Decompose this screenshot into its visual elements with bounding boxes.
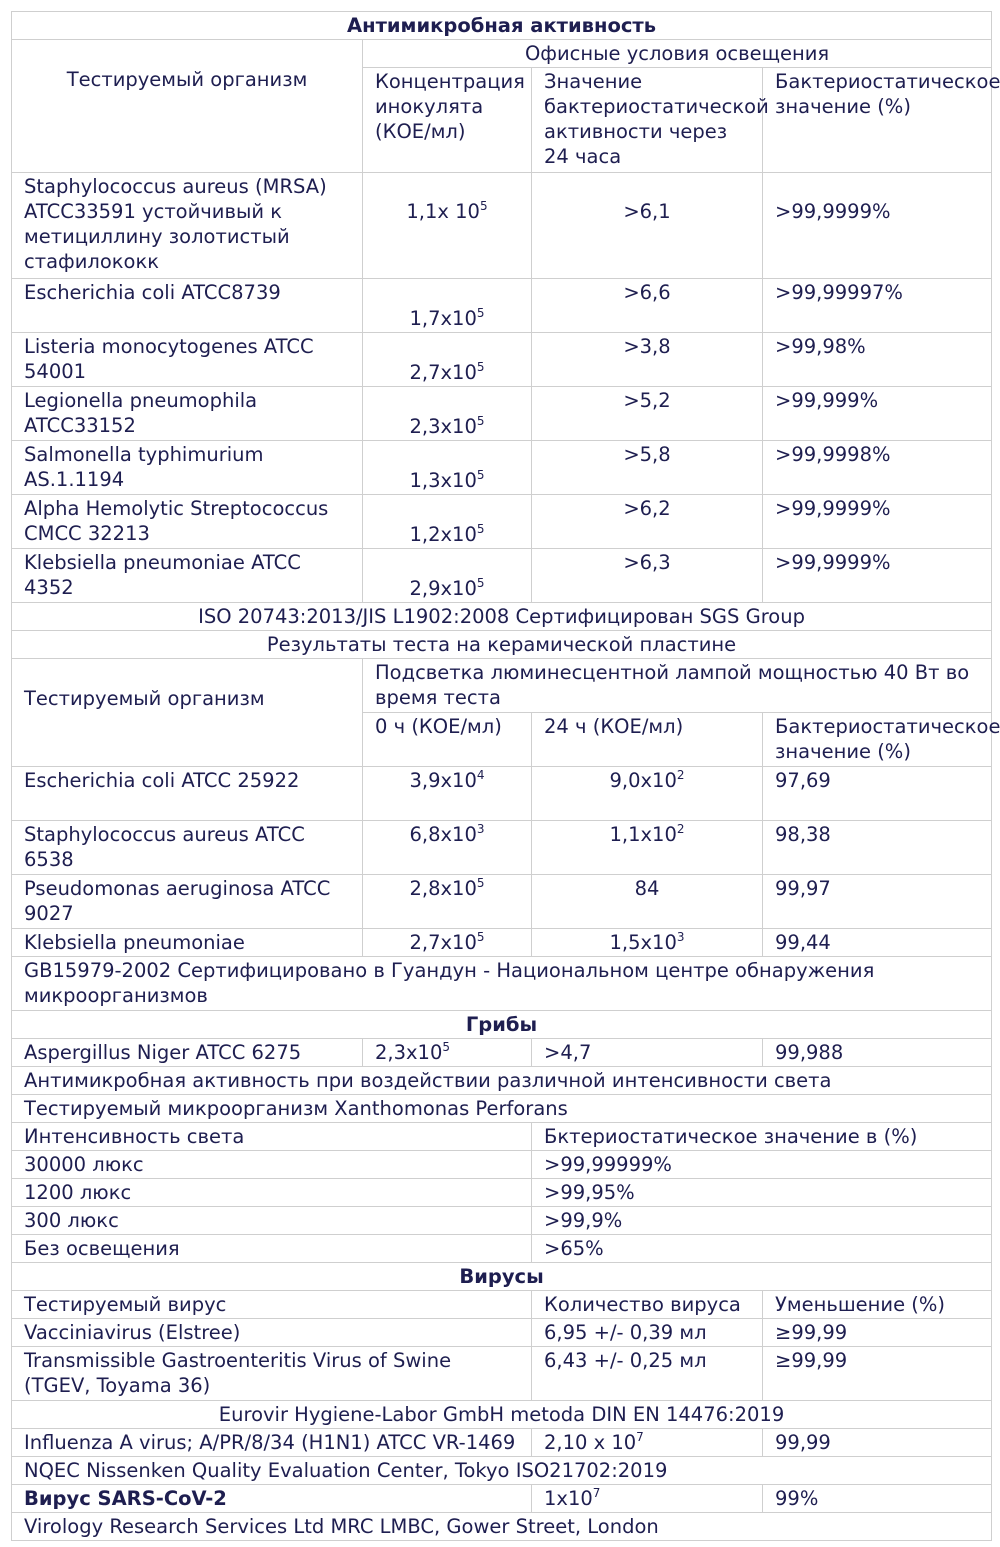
- concentration-cell: $1,7x10^5$: [363, 279, 532, 333]
- activity-cell: >4,7: [532, 1039, 763, 1067]
- percent-header: Бактериостатическое значение (%): [763, 68, 992, 173]
- table-row: [12, 279, 992, 333]
- concentration-cell: $2,3x10^5$: [363, 1039, 532, 1067]
- reduction-header: Уменьшение (%): [763, 1291, 992, 1319]
- activity-cell: >6,2: [532, 495, 763, 549]
- header-row: [12, 40, 992, 68]
- virology-note: Virology Research Services Ltd MRC LMBC, Gower Street, London: [12, 1513, 992, 1541]
- day-cell: $9,0x10^2$: [532, 767, 763, 821]
- section-title-row: [12, 631, 992, 659]
- intensity-cell: 30000 люкс: [12, 1151, 532, 1179]
- amount-cell: 6,43 +/- 0,25 мл: [532, 1347, 763, 1401]
- table-row: [12, 767, 992, 821]
- activity-cell: >3,8: [532, 333, 763, 387]
- certification-row: [12, 1401, 992, 1429]
- reduction-cell: 99%: [763, 1485, 992, 1513]
- percent-cell: 99,988: [763, 1039, 992, 1067]
- value-cell: >99,9%: [532, 1207, 992, 1235]
- certification-row: [12, 1457, 992, 1485]
- activity-cell: >6,3: [532, 549, 763, 603]
- antimicrobial-activity-table: [11, 11, 1000, 1541]
- table-row: [12, 441, 992, 495]
- value-cell: >65%: [532, 1235, 992, 1263]
- percent-header: Бактериостатическое значение (%): [763, 713, 992, 767]
- table-title: Антимикробная активность: [12, 12, 992, 40]
- amount-cell: 6,95 +/- 0,39 мл: [532, 1319, 763, 1347]
- certification-note: GB15979-2002 Сертифицировано в Гуандун - Национальном центре обнаружения микроорганизмов: [12, 957, 992, 1011]
- nqec-note: NQEC Nissenken Quality Evaluation Center, Tokyo ISO21702:2019: [12, 1457, 992, 1485]
- header-row: [12, 659, 992, 713]
- section-title-row: [12, 1263, 992, 1291]
- intensity-header: Интенсивность света: [12, 1123, 532, 1151]
- activity-cell: >6,6: [532, 279, 763, 333]
- value-header: Бктериостатическое значение в (%): [532, 1123, 992, 1151]
- light-organism: Тестируемый микроорганизм Xanthomonas Perforans: [12, 1095, 992, 1123]
- organism-cell: Legionella pneumophila ATCC33152: [12, 387, 363, 441]
- activity-cell: >5,8: [532, 441, 763, 495]
- certification-row: [12, 603, 992, 631]
- table-row: [12, 875, 992, 929]
- percent-cell: 99,97: [763, 875, 992, 929]
- table-row: [12, 1319, 992, 1347]
- virus-cell: Transmissible Gastroenteritis Virus of Swine (TGEV, Toyama 36): [12, 1347, 532, 1401]
- percent-cell: >99,9998%: [763, 441, 992, 495]
- certification-note: ISO 20743:2013/JIS L1902:2008 Сертифицирован SGS Group: [12, 603, 992, 631]
- value-cell: >99,95%: [532, 1179, 992, 1207]
- organism-header: Тестируемый организм: [12, 659, 363, 767]
- table-row: [12, 1207, 992, 1235]
- organism-cell: Klebsiella pneumoniae ATCC 4352: [12, 549, 363, 603]
- table-row: [12, 1235, 992, 1263]
- header-row: [12, 1291, 992, 1319]
- virus-header: Тестируемый вирус: [12, 1291, 532, 1319]
- concentration-cell: 1,1x $10^5$: [363, 173, 532, 279]
- organism-cell: Listeria monocytogenes ATCC 54001: [12, 333, 363, 387]
- header-row: [12, 1123, 992, 1151]
- organism-cell: Alpha Hemolytic Streptococcus CMCC 32213: [12, 495, 363, 549]
- organism-cell: Staphylococcus aureus ATCC 6538: [12, 821, 363, 875]
- percent-cell: >99,999%: [763, 387, 992, 441]
- percent-cell: >99,9999%: [763, 549, 992, 603]
- section-title-row: [12, 1095, 992, 1123]
- percent-cell: >99,99997%: [763, 279, 992, 333]
- percent-cell: >99,98%: [763, 333, 992, 387]
- intensity-cell: 1200 люкс: [12, 1179, 532, 1207]
- office-lighting-header: Офисные условия освещения: [363, 40, 992, 68]
- zero-hour-cell: $3,9x10^4$: [363, 767, 532, 821]
- concentration-cell: $1,3x10^5$: [363, 441, 532, 495]
- zero-hour-cell: $6,8x10^3$: [363, 821, 532, 875]
- title-row: [12, 12, 992, 40]
- organism-cell: Pseudomonas aeruginosa ATCC 9027: [12, 875, 363, 929]
- amount-header: Количество вируса: [532, 1291, 763, 1319]
- virus-cell: Influenza A virus; A/PR/8/34 (H1N1) ATCC VR-1469: [12, 1429, 532, 1457]
- intensity-cell: 300 люкс: [12, 1207, 532, 1235]
- table-row: [12, 1347, 992, 1401]
- organism-cell: Escherichia coli ATCC 25922: [12, 767, 363, 821]
- certification-row: [12, 957, 992, 1011]
- percent-cell: 97,69: [763, 767, 992, 821]
- zero-hour-cell: $2,7x10^5$: [363, 929, 532, 957]
- day-cell: $1,5x10^3$: [532, 929, 763, 957]
- table-row: [12, 173, 992, 279]
- reduction-cell: ≥99,99: [763, 1319, 992, 1347]
- percent-cell: 99,44: [763, 929, 992, 957]
- reduction-cell: ≥99,99: [763, 1347, 992, 1401]
- lamp-header: Подсветка люминесцентной лампой мощностью 40 Вт во время теста: [363, 659, 992, 713]
- activity-cell: >5,2: [532, 387, 763, 441]
- section-title-row: [12, 1067, 992, 1095]
- percent-cell: 98,38: [763, 821, 992, 875]
- day-header: 24 ч (КОЕ/мл): [532, 713, 763, 767]
- reduction-cell: 99,99: [763, 1429, 992, 1457]
- amount-cell: $1x10^7$: [532, 1485, 763, 1513]
- table-row: [12, 821, 992, 875]
- concentration-cell: $2,9x10^5$: [363, 549, 532, 603]
- zero-hour-cell: $2,8x10^5$: [363, 875, 532, 929]
- percent-cell: >99,9999%: [763, 495, 992, 549]
- activity-header: Значение бактериостатической активности через 24 часа: [532, 68, 763, 173]
- zero-hour-header: 0 ч (КОЕ/мл): [363, 713, 532, 767]
- organism-header: Тестируемый организм: [12, 40, 363, 173]
- sars-virus-cell: Вирус SARS-CoV-2: [12, 1485, 532, 1513]
- light-title: Антимикробная активность при воздействии различной интенсивности света: [12, 1067, 992, 1095]
- table-row: [12, 1429, 992, 1457]
- intensity-cell: Без освещения: [12, 1235, 532, 1263]
- table-row: [12, 1485, 992, 1513]
- certification-row: [12, 1513, 992, 1541]
- organism-cell: Aspergillus Niger ATCC 6275: [12, 1039, 363, 1067]
- concentration-cell: $2,3x10^5$: [363, 387, 532, 441]
- concentration-header: Концентрация инокулята (КОЕ/мл): [363, 68, 532, 173]
- eurovir-note: Eurovir Hygiene-Labor GmbH metoda DIN EN 14476:2019: [12, 1401, 992, 1429]
- table-row: [12, 549, 992, 603]
- fungi-title: Грибы: [12, 1011, 992, 1039]
- table-row: [12, 1151, 992, 1179]
- percent-cell: >99,9999%: [763, 173, 992, 279]
- table-row: [12, 387, 992, 441]
- day-cell: $1,1x10^2$: [532, 821, 763, 875]
- virus-cell: Vacciniavirus (Elstree): [12, 1319, 532, 1347]
- table-row: [12, 333, 992, 387]
- concentration-cell: $2,7x10^5$: [363, 333, 532, 387]
- table-row: [12, 929, 992, 957]
- organism-cell: Escherichia coli ATCC8739: [12, 279, 363, 333]
- table-row: [12, 495, 992, 549]
- table-row: [12, 1039, 992, 1067]
- section-title: Результаты теста на керамической пластине: [12, 631, 992, 659]
- activity-cell: >6,1: [532, 173, 763, 279]
- value-cell: >99,99999%: [532, 1151, 992, 1179]
- section-title-row: [12, 1011, 992, 1039]
- concentration-cell: $1,2x10^5$: [363, 495, 532, 549]
- amount-cell: 2,10 x $10^7$: [532, 1429, 763, 1457]
- organism-cell: Klebsiella pneumoniae: [12, 929, 363, 957]
- organism-cell: Salmonella typhimurium AS.1.1194: [12, 441, 363, 495]
- table-row: [12, 1179, 992, 1207]
- viruses-title: Вирусы: [12, 1263, 992, 1291]
- organism-cell: Staphylococcus aureus (MRSA) ATCC33591 устойчивый к метициллину золотистый стафилококк: [12, 173, 363, 279]
- day-cell: 84: [532, 875, 763, 929]
